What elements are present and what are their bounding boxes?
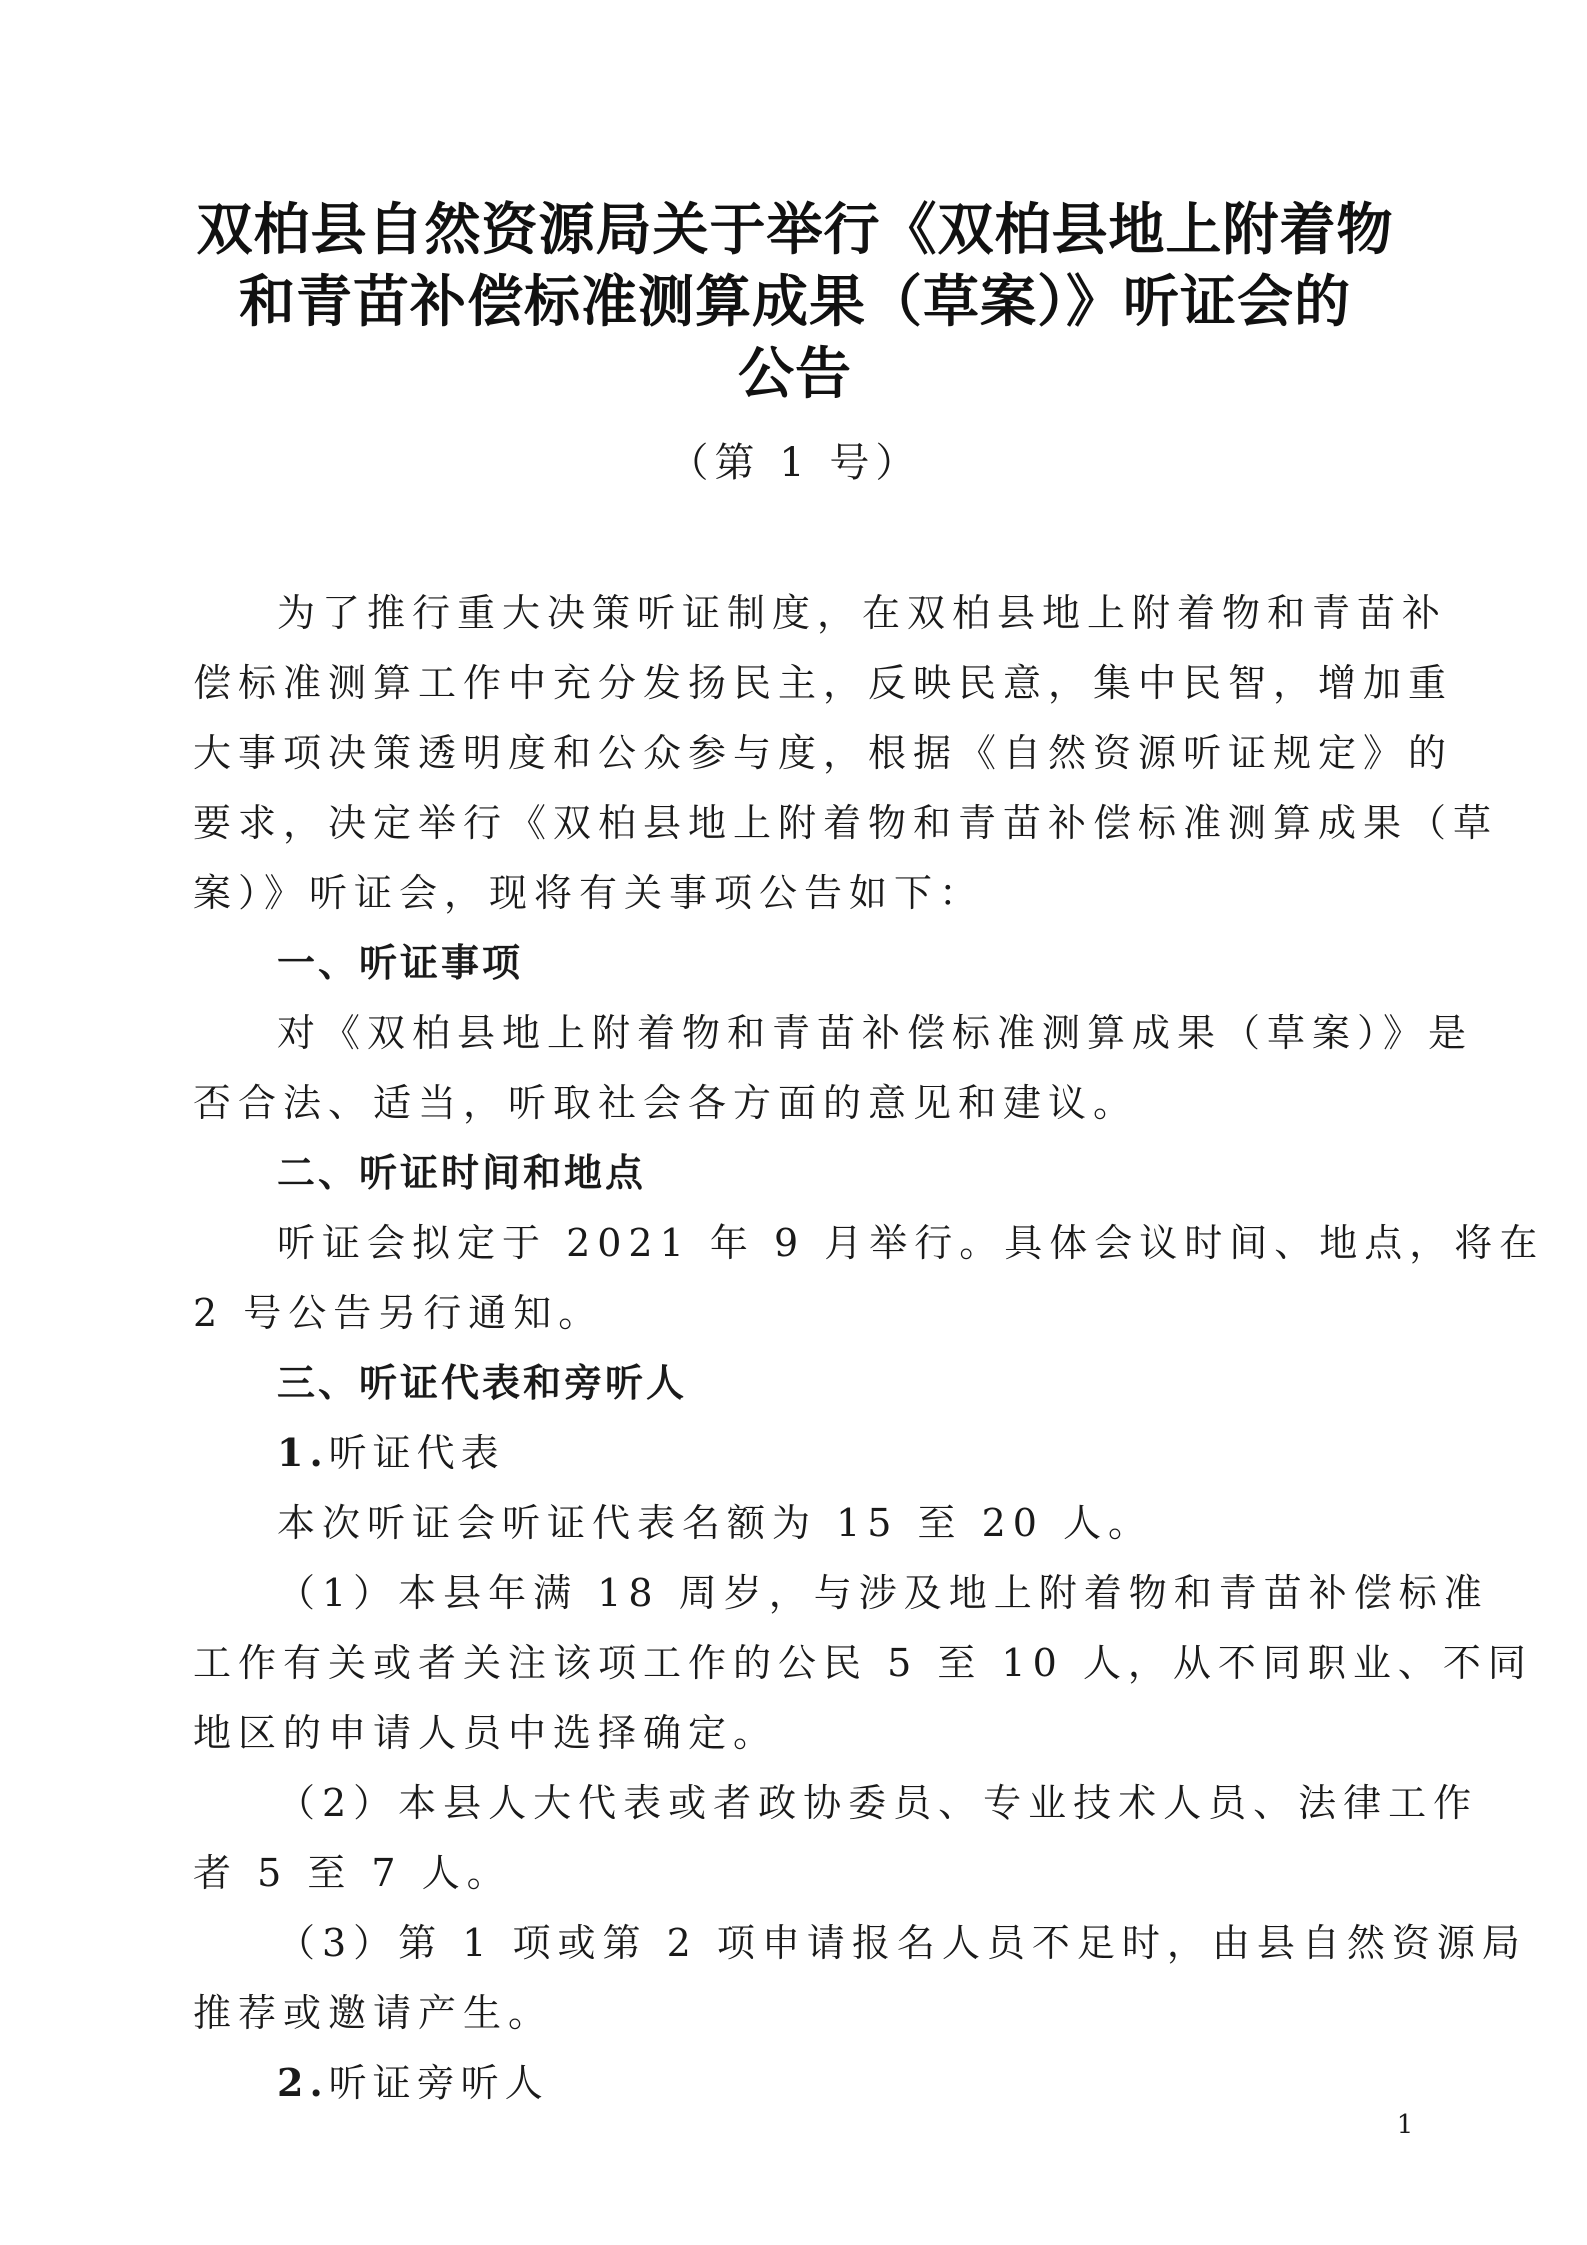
text-line: 者 5 至 7 人。 bbox=[193, 1851, 512, 1895]
section-paragraph bbox=[193, 1208, 1545, 1348]
text-line: （2）本县人大代表或者政协委员、专业技术人员、法律工作 bbox=[277, 1781, 1479, 1825]
subsection-number: 1. bbox=[277, 1430, 329, 1475]
section-heading: 二、听证时间和地点 bbox=[277, 1151, 647, 1195]
text-line: 地区的申请人员中选择确定。 bbox=[193, 1711, 779, 1755]
text-line: 听证会拟定于 2021 年 9 月举行。具体会议时间、地点，将在 bbox=[277, 1221, 1545, 1265]
section-heading: 一、听证事项 bbox=[277, 941, 524, 985]
text-line: （3）第 1 项或第 2 项申请报名人员不足时，由县自然资源局 bbox=[277, 1921, 1527, 1965]
title-line: 和青苗补偿标准测算成果（草案）》听证会的 bbox=[239, 270, 1351, 335]
text-line: 要求，决定举行《双柏县地上附着物和青苗补偿标准测算成果（草 bbox=[193, 801, 1499, 845]
subsection-heading bbox=[193, 2048, 1403, 2118]
list-item bbox=[193, 1908, 1527, 2048]
subsection-number: 2. bbox=[277, 2060, 329, 2105]
text-line: 工作有关或者关注该项工作的公民 5 至 10 人，从不同职业、不同 bbox=[193, 1641, 1533, 1685]
page-number: 1 bbox=[1396, 2110, 1414, 2140]
document-number: （第 1 号） bbox=[668, 440, 922, 486]
text-line: 大事项决策透明度和公众参与度，根据《自然资源听证规定》的 bbox=[193, 731, 1454, 775]
text-line: 对《双柏县地上附着物和青苗补偿标准测算成果（草案）》是 bbox=[277, 1011, 1474, 1055]
text-line: 偿标准测算工作中充分发扬民主，反映民意，集中民智，增加重 bbox=[193, 661, 1454, 705]
intro-paragraph bbox=[193, 578, 1499, 928]
section-paragraph bbox=[193, 998, 1474, 1138]
text-line: 推荐或邀请产生。 bbox=[193, 1991, 554, 2035]
text-line: 为了推行重大决策听证制度，在双柏县地上附着物和青苗补 bbox=[277, 591, 1448, 635]
subsection-heading bbox=[193, 1418, 1403, 1488]
text-line: 案）》听证会，现将有关事项公告如下： bbox=[193, 871, 985, 915]
text-line: 2 号公告另行通知。 bbox=[193, 1291, 604, 1335]
document-body bbox=[193, 578, 1545, 2118]
quota-paragraph: 本次听证会听证代表名额为 15 至 20 人。 bbox=[277, 1501, 1154, 1545]
text-line: 否合法、适当，听取社会各方面的意见和建议。 bbox=[193, 1081, 1139, 1125]
section-heading: 三、听证代表和旁听人 bbox=[277, 1361, 688, 1405]
title-line: 公告 bbox=[738, 342, 852, 407]
subsection-label: 听证旁听人 bbox=[328, 2061, 549, 2105]
announcement-title bbox=[150, 195, 1440, 411]
title-line: 双柏县自然资源局关于举行《双柏县地上附着物 bbox=[196, 198, 1394, 263]
list-item bbox=[193, 1768, 1479, 1908]
subsection-label: 听证代表 bbox=[328, 1431, 505, 1475]
text-line: （1）本县年满 18 周岁，与涉及地上附着物和青苗补偿标准 bbox=[277, 1571, 1489, 1615]
list-item bbox=[193, 1558, 1533, 1768]
